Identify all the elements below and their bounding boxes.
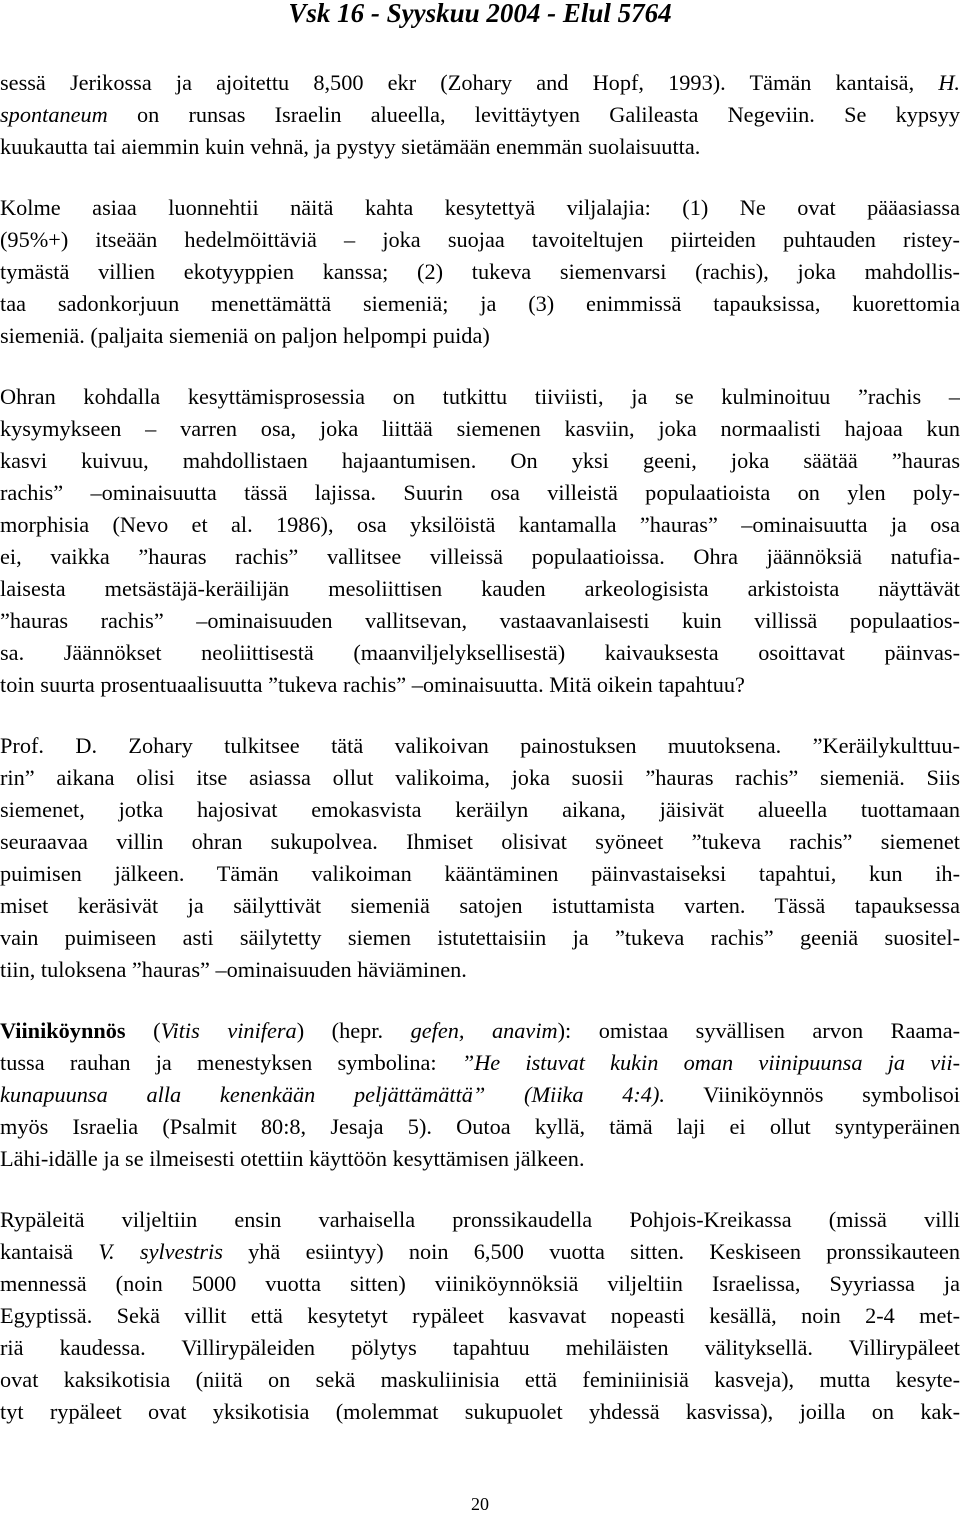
text-run: yhä esiintyy) noin 6,500 vuotta sitten. Keskiseen pronssikauteen: [222, 1239, 960, 1264]
text-run: riä kaudessa. Villirypäleiden pölytys tapahtuu mehiläisten välityksellä. Villirypäleet: [0, 1335, 960, 1360]
text-run: vain puimiseen asti säilytetty siemen istutettaisiin ja ”tukeva rachis” geeniä suositel-: [0, 925, 960, 950]
paragraph-gap: [0, 352, 960, 381]
paragraph: [0, 192, 960, 352]
text-line: [0, 1236, 960, 1268]
text-line: [0, 890, 960, 922]
text-line: [0, 573, 960, 605]
text-line: [0, 1300, 960, 1332]
text-line: [0, 381, 960, 413]
text-run: seuraavaa villin ohran sukupolvea. Ihmiset olisivat syöneet ”tukeva rachis” siemenet: [0, 829, 960, 854]
text-line: [0, 730, 960, 762]
text-run: Egyptissä. Sekä villit että kesytetyt rypäleet kasvavat nopeasti kesällä, noin 2-4 met-: [0, 1303, 960, 1328]
text-run: rin” aikana olisi itse asiassa ollut valikoima, joka suosii ”hauras rachis” siemeniä. Siis: [0, 765, 960, 790]
text-run: V. sylvestris: [98, 1239, 223, 1264]
text-run: spontaneum: [0, 102, 108, 127]
text-run: Kolme asiaa luonnehtii näitä kahta kesytettyä viljalajia: (1) Ne ovat pääasiassa: [0, 195, 960, 220]
paragraph: [0, 67, 960, 163]
paragraph-gap: [0, 163, 960, 192]
paragraph-gap: [0, 1175, 960, 1204]
text-line: [0, 1364, 960, 1396]
page-header: Vsk 16 - Syyskuu 2004 - Elul 5764: [288, 0, 672, 28]
text-run: ”hauras rachis” –ominaisuuden vallitsevan, vastaavanlaisesti kuin villissä populaatios-: [0, 608, 960, 633]
text-line: [0, 669, 960, 701]
text-run: Lähi-idälle ja se ilmeisesti otettiin käyttöön kesyttämisen jälkeen.: [0, 1146, 585, 1171]
text-line: [0, 256, 960, 288]
text-line: [0, 1111, 960, 1143]
text-line: [0, 99, 960, 131]
text-run: ”He istuvat kukin oman viinipuunsa ja vii-: [461, 1050, 960, 1075]
text-run: taa sadonkorjuun menettämättä siemeniä; ja (3) enimmissä tapauksissa, kuorettomia: [0, 291, 960, 316]
text-run: morphisia (Nevo et al. 1986), osa yksilöistä kantamalla ”hauras” –ominaisuutta ja osa: [0, 512, 960, 537]
text-line: [0, 413, 960, 445]
text-run: miset keräsivät ja säilyttivät siemeniä satojen istuttamista varten. Tässä tapauksessa: [0, 893, 960, 918]
text-line: [0, 858, 960, 890]
text-line: [0, 131, 960, 163]
text-run: mennessä (noin 5000 vuotta sitten) viiniköynnöksiä viljeltiin Israelissa, Syyriassa ja: [0, 1271, 960, 1296]
text-run: sessä Jerikossa ja ajoitettu 8,500 ekr (Zohary and Hopf, 1993). Tämän kantaisä,: [0, 70, 939, 95]
text-run: kasvi kuivuu, mahdollistaen hajaantumisen. On yksi geeni, joka säätää ”hauras: [0, 448, 960, 473]
text-run: myös Israelia (Psalmit 80:8, Jesaja 5). Outoa kyllä, tämä laji ei ollut syntyperäinen: [0, 1114, 960, 1139]
text-line: [0, 509, 960, 541]
text-run: kysymykseen – varren osa, joka liittää siemenen kasviin, joka normaalisti hajoaa kun: [0, 416, 960, 441]
paragraph-gap: [0, 986, 960, 1015]
text-line: [0, 637, 960, 669]
text-line: [0, 1143, 960, 1175]
text-line: [0, 762, 960, 794]
paragraph: [0, 381, 960, 701]
document-body: [0, 67, 960, 1428]
text-line: [0, 826, 960, 858]
text-run: tussa rauhan ja menestyksen symbolina:: [0, 1050, 462, 1075]
text-line: [0, 1079, 960, 1111]
text-line: [0, 1015, 960, 1047]
text-run: on runsas Israelin alueella, levittäytyen Galileasta Negeviin. Se kypsyy: [107, 102, 960, 127]
text-run: kunapuunsa alla kenenkään peljättämättä” (Miika 4:4).: [0, 1082, 665, 1107]
text-run: Viiniköynnös: [0, 1018, 126, 1043]
text-line: [0, 541, 960, 573]
paragraph-gap: [0, 701, 960, 730]
text-run: kuukautta tai aiemmin kuin vehnä, ja pystyy sietämään enemmän suolaisuutta.: [0, 134, 701, 159]
paragraph: [0, 1204, 960, 1428]
text-line: [0, 288, 960, 320]
paragraph: [0, 730, 960, 986]
text-line: [0, 67, 960, 99]
text-run: Vitis vinifera: [160, 1018, 297, 1043]
text-line: [0, 477, 960, 509]
paragraph: [0, 1015, 960, 1175]
text-line: [0, 605, 960, 637]
text-line: [0, 794, 960, 826]
text-line: [0, 192, 960, 224]
text-run: puimisen jälkeen. Tämän valikoiman kääntäminen päinvastaiseksi tapahtui, kun ih-: [0, 861, 960, 886]
page-number: 20: [471, 1494, 489, 1514]
text-run: gefen, anavim: [410, 1018, 558, 1043]
text-run: Prof. D. Zohary tulkitsee tätä valikoivan painostuksen muutoksena. ”Keräilykulttuu-: [0, 733, 960, 758]
text-run: siemenet, jotka hajosivat emokasvista keräilyn aikana, jäisivät alueella tuottamaan: [0, 797, 960, 822]
text-line: [0, 445, 960, 477]
text-run: Rypäleitä viljeltiin ensin varhaisella pronssikaudella Pohjois-Kreikassa (missä villi: [0, 1207, 960, 1232]
text-line: [0, 954, 960, 986]
text-run: kantaisä: [0, 1239, 99, 1264]
text-run: H.: [938, 70, 960, 95]
text-run: ): omistaa syvällisen arvon Raama-: [557, 1018, 960, 1043]
text-run: Viiniköynnös symbolisoi: [664, 1082, 960, 1107]
text-run: ovat kaksikotisia (niitä on sekä maskuliinisia että feminiinisiä kasveja), mutta kesyte-: [0, 1367, 960, 1392]
text-run: tymästä villien ekotyyppien kanssa; (2) tukeva siemenvarsi (rachis), joka mahdollis-: [0, 259, 960, 284]
text-run: rachis” –ominaisuutta tässä lajissa. Suurin osa villeistä populaatioista on ylen poly-: [0, 480, 960, 505]
text-run: tiin, tuloksena ”hauras” –ominaisuuden häviäminen.: [0, 957, 467, 982]
text-line: [0, 1204, 960, 1236]
text-run: sa. Jäännökset neoliittisestä (maanviljelyksellisestä) kaivauksesta osoittavat päinvas-: [0, 640, 960, 665]
text-run: (: [125, 1018, 161, 1043]
text-run: toin suurta prosentuaalisuutta ”tukeva rachis” –ominaisuutta. Mitä oikein tapahtuu?: [0, 672, 745, 697]
text-run: ei, vaikka ”hauras rachis” vallitsee villeissä populaatioissa. Ohra jäännöksiä natufia-: [0, 544, 960, 569]
text-run: siemeniä. (paljaita siemeniä on paljon helpompi puida): [0, 323, 490, 348]
text-run: ) (hepr.: [296, 1018, 411, 1043]
text-line: [0, 1268, 960, 1300]
text-line: [0, 1047, 960, 1079]
text-run: laisesta metsästäjä-keräilijän mesoliittisen kauden arkeologisista arkistoista näyttävät: [0, 576, 960, 601]
text-line: [0, 224, 960, 256]
text-run: tyt rypäleet ovat yksikotisia (molemmat sukupuolet yhdessä kasvissa), joilla on kak-: [0, 1399, 960, 1424]
text-line: [0, 1396, 960, 1428]
text-line: [0, 1332, 960, 1364]
text-line: [0, 320, 960, 352]
text-line: [0, 922, 960, 954]
text-run: (95%+) itseään hedelmöittäviä – joka suojaa tavoiteltujen piirteiden puhtauden ristey-: [0, 227, 960, 252]
text-run: Ohran kohdalla kesyttämisprosessia on tutkittu tiiviisti, ja se kulminoituu ”rachis –: [0, 384, 960, 409]
